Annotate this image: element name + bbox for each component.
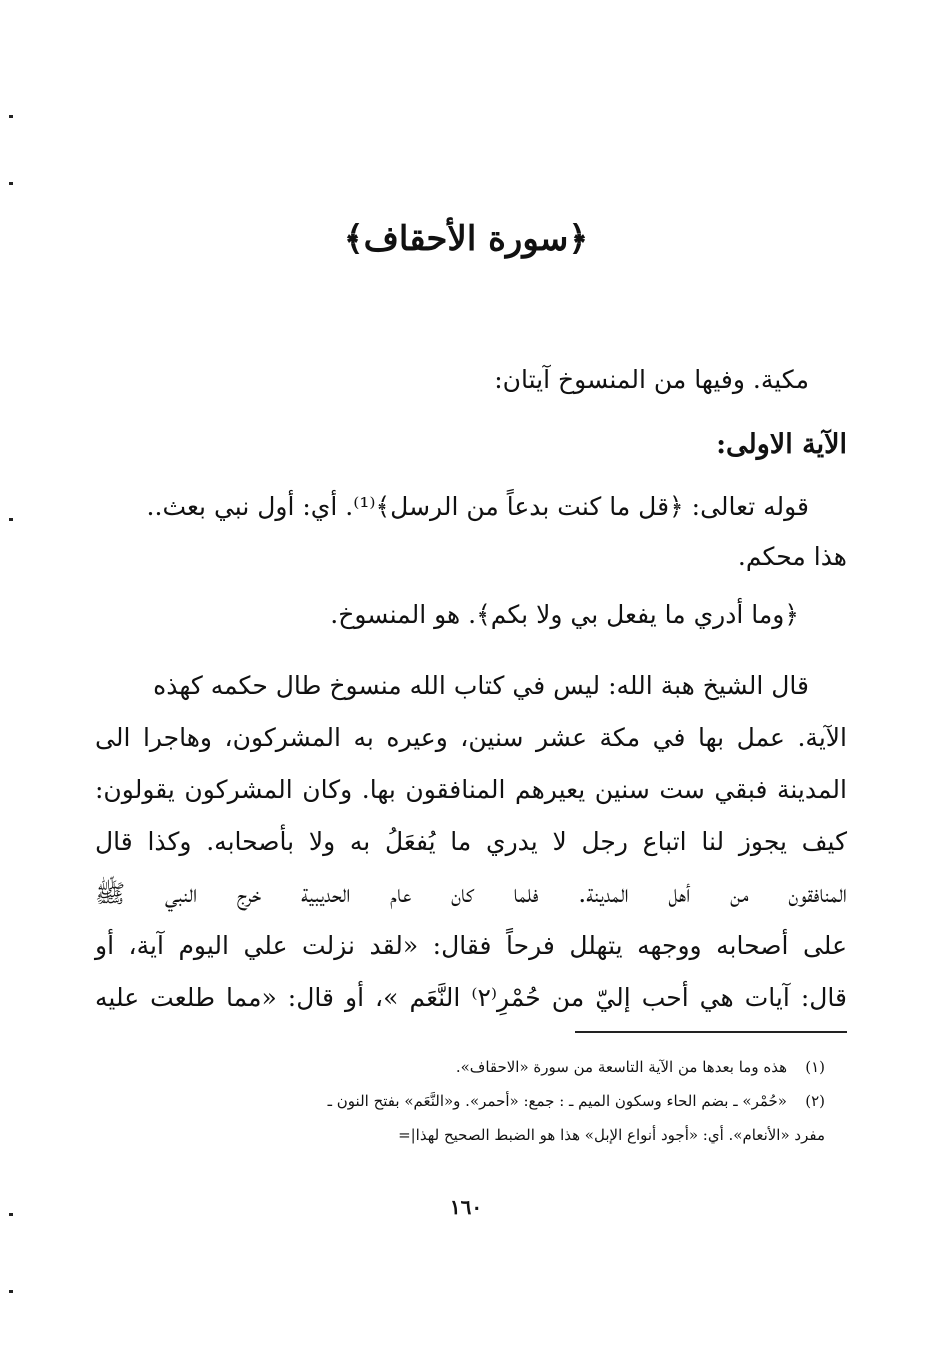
- footnote-text: مفرد «الأنعام». أي: «أجود أنواع الإبل» هذا هو الضبط الصحيح لهذا|=: [398, 1126, 825, 1144]
- verse1-line: قوله تعالى: ﴿قل ما كنت بدعاً من الرسل﴾⁽¹⁾. أي: أول نبي بعث..: [146, 492, 809, 521]
- footnote-number: (٢): [805, 1092, 825, 1110]
- paragraph-line: كيف يجوز لنا اتباع رجل لا يدري ما يُفعَلُ به ولا بأصحابه. وكذا قال: [95, 827, 847, 856]
- scan-margin-mark: [9, 518, 13, 521]
- verse1-heading: الآية الاولى:: [716, 429, 847, 460]
- commentary-paragraph: [95, 660, 847, 1024]
- paragraph-line: على أصحابه ووجهه يتهلل فرحاً فقال: «لقد نزلت علي اليوم آية، أو: [95, 931, 847, 960]
- footnote-divider: [575, 1031, 847, 1033]
- footnotes: [95, 1050, 825, 1152]
- paragraph-line: قال الشيخ هبة الله: ليس في كتاب الله منسوخ طال حكمه كهذه: [153, 671, 809, 700]
- intro-block: [95, 355, 847, 405]
- paragraph-line: المنافقون من أهل المدينة. فلما كان عام الحديبية خرج النبي ﷺ: [95, 879, 847, 908]
- scan-margin-mark: [9, 182, 13, 185]
- scan-margin-mark: [9, 115, 13, 118]
- footnote-1: [95, 1050, 825, 1084]
- paragraph-line: المدينة فبقي ست سنين يعيرهم المنافقون بها. وكان المشركون يقولون:: [95, 775, 847, 804]
- paragraph-line: قال: آيات هي أحب إليّ من حُمْرِ⁽٢⁾ النَّعَم »، أو قال: «مما طلعت عليه: [95, 983, 848, 1012]
- page-number: ١٦٠: [449, 1195, 483, 1219]
- scan-margin-mark: [9, 1290, 13, 1293]
- surah-title: ﴿سورة الأحقاف﴾: [343, 219, 589, 259]
- intro-line: مكية. وفيها من المنسوخ آيتان:: [494, 365, 809, 394]
- verse1-line: هذا محكم.: [737, 542, 847, 571]
- footnote-text: هذه وما بعدها من الآية التاسعة من سورة «الاحقاف».: [455, 1058, 787, 1076]
- footnote-number: (١): [805, 1058, 825, 1076]
- footnote-2: [95, 1084, 825, 1118]
- verse1-line: ﴿وما أدري ما يفعل بي ولا بكم﴾. هو المنسوخ.: [330, 600, 799, 629]
- paragraph-line: الآية. عمل بها في مكة عشر سنين، وعيره به المشركون، وهاجرا الى: [95, 723, 847, 752]
- footnote-text: «حُمْر» ـ بضم الحاء وسكون الميم ـ : جمع: «أحمر». و«النَّعَم» بفتح النون ـ: [327, 1092, 787, 1110]
- verse1-block: [95, 420, 847, 640]
- footnote-2-continued: [95, 1118, 825, 1152]
